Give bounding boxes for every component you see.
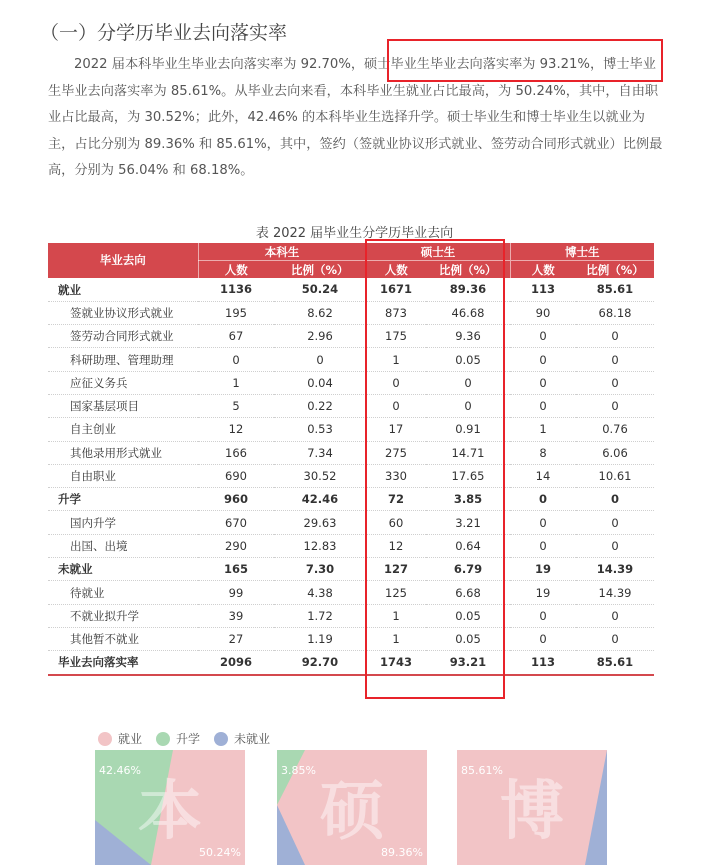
cell-count: 39 — [198, 604, 274, 627]
cell-count: 17 — [366, 418, 426, 441]
cell-count: 275 — [366, 441, 426, 464]
cell-ratio: 30.52 — [274, 464, 366, 487]
cell-count: 0 — [510, 394, 576, 417]
cell-ratio: 17.65 — [426, 464, 510, 487]
cell-ratio: 3.21 — [426, 511, 510, 534]
cell-ratio: 0.22 — [274, 394, 366, 417]
cell-ratio: 89.36 — [426, 278, 510, 301]
cell-ratio: 93.21 — [426, 651, 510, 675]
cell-ratio: 6.68 — [426, 581, 510, 604]
cell-ratio: 0 — [576, 604, 654, 627]
cell-count: 125 — [366, 581, 426, 604]
cell-count: 72 — [366, 488, 426, 511]
cell-count: 195 — [198, 301, 274, 324]
cell-count: 1136 — [198, 278, 274, 301]
cell-count: 0 — [366, 394, 426, 417]
row-label: 自主创业 — [48, 418, 198, 441]
cell-ratio: 0 — [426, 394, 510, 417]
watermark-text: 博 — [500, 775, 564, 849]
cell-ratio: 0 — [576, 348, 654, 371]
cell-ratio: 1.19 — [274, 627, 366, 650]
cell-count: 0 — [510, 511, 576, 534]
cell-count: 0 — [510, 604, 576, 627]
cell-ratio: 0.05 — [426, 604, 510, 627]
header-bachelor: 本科生 — [198, 243, 366, 261]
legend-swatch-icon — [214, 732, 228, 746]
cell-count: 1 — [366, 604, 426, 627]
table-row — [48, 558, 654, 581]
row-label: 未就业 — [48, 558, 198, 581]
cell-ratio: 0 — [576, 371, 654, 394]
cell-ratio: 0.64 — [426, 534, 510, 557]
table-row — [48, 534, 654, 557]
row-label: 升学 — [48, 488, 198, 511]
cell-count: 175 — [366, 325, 426, 348]
cell-ratio: 14.39 — [576, 581, 654, 604]
cell-ratio: 14.39 — [576, 558, 654, 581]
header-ratio: 比例（%） — [426, 261, 510, 279]
table-row — [48, 604, 654, 627]
row-label: 就业 — [48, 278, 198, 301]
cell-count: 0 — [510, 534, 576, 557]
cell-count: 12 — [198, 418, 274, 441]
data-label-further-study: 3.85% — [281, 764, 316, 777]
row-label: 其他暂不就业 — [48, 627, 198, 650]
cell-ratio: 2.96 — [274, 325, 366, 348]
cell-ratio: 9.36 — [426, 325, 510, 348]
row-label: 待就业 — [48, 581, 198, 604]
section-title: （一）分学历毕业去向落实率 — [40, 22, 288, 44]
watermark-text: 本 — [138, 775, 202, 849]
cell-count: 14 — [510, 464, 576, 487]
cell-ratio: 1.72 — [274, 604, 366, 627]
table-row — [48, 348, 654, 371]
header-master: 硕士生 — [366, 243, 510, 261]
table-row — [48, 511, 654, 534]
data-label-employed: 50.24% — [199, 846, 241, 859]
table-row — [48, 441, 654, 464]
cell-ratio: 0.76 — [576, 418, 654, 441]
cell-count: 690 — [198, 464, 274, 487]
cell-ratio: 0 — [576, 394, 654, 417]
cell-count: 27 — [198, 627, 274, 650]
header-count: 人数 — [510, 261, 576, 279]
row-label: 出国、出境 — [48, 534, 198, 557]
cell-count: 0 — [510, 627, 576, 650]
cell-ratio: 0 — [576, 488, 654, 511]
highlight-box-master-column — [365, 239, 505, 699]
cell-count: 113 — [510, 278, 576, 301]
data-label-further-study: 42.46% — [99, 764, 141, 777]
table-row — [48, 371, 654, 394]
cell-ratio: 0.91 — [426, 418, 510, 441]
row-label: 其他录用形式就业 — [48, 441, 198, 464]
table-row — [48, 394, 654, 417]
cell-count: 1 — [366, 348, 426, 371]
cell-ratio: 6.06 — [576, 441, 654, 464]
cell-ratio: 3.85 — [426, 488, 510, 511]
watermark-text: 硕 — [320, 775, 384, 849]
cell-ratio: 4.38 — [274, 581, 366, 604]
cell-count: 127 — [366, 558, 426, 581]
row-label: 自由职业 — [48, 464, 198, 487]
cell-count: 330 — [366, 464, 426, 487]
table-row — [48, 278, 654, 301]
row-label: 签就业协议形式就业 — [48, 301, 198, 324]
header-destination: 毕业去向 — [48, 243, 198, 278]
legend-swatch-icon — [98, 732, 112, 746]
cell-count: 90 — [510, 301, 576, 324]
cell-count: 12 — [366, 534, 426, 557]
table-row — [48, 325, 654, 348]
header-ratio: 比例（%） — [274, 261, 366, 279]
header-count: 人数 — [366, 261, 426, 279]
cell-ratio: 12.83 — [274, 534, 366, 557]
row-label: 签劳动合同形式就业 — [48, 325, 198, 348]
cell-ratio: 29.63 — [274, 511, 366, 534]
legend-item-employed — [98, 730, 142, 747]
cell-count: 1 — [510, 418, 576, 441]
row-label: 应征义务兵 — [48, 371, 198, 394]
legend-label: 就业 — [118, 732, 143, 746]
cell-count: 290 — [198, 534, 274, 557]
cell-ratio: 0.05 — [426, 348, 510, 371]
legend-item-unemployed — [214, 730, 270, 747]
table-body — [48, 278, 654, 675]
cell-ratio: 0.53 — [274, 418, 366, 441]
cell-count: 2096 — [198, 651, 274, 675]
cell-ratio: 50.24 — [274, 278, 366, 301]
cell-ratio: 42.46 — [274, 488, 366, 511]
cell-count: 165 — [198, 558, 274, 581]
cell-ratio: 0 — [576, 511, 654, 534]
cell-ratio: 14.71 — [426, 441, 510, 464]
pie-chart-doctor — [457, 750, 607, 865]
highlight-box-master-rate — [387, 39, 663, 82]
cell-ratio: 68.18 — [576, 301, 654, 324]
legend-label: 未就业 — [234, 732, 271, 746]
cell-ratio: 85.61 — [576, 651, 654, 675]
row-label: 国家基层项目 — [48, 394, 198, 417]
row-label: 毕业去向落实率 — [48, 651, 198, 675]
cell-ratio: 46.68 — [426, 301, 510, 324]
cell-count: 5 — [198, 394, 274, 417]
header-doctor: 博士生 — [510, 243, 654, 261]
cell-count: 1 — [198, 371, 274, 394]
table-row — [48, 651, 654, 675]
cell-count: 0 — [510, 348, 576, 371]
cell-ratio: 0.05 — [426, 627, 510, 650]
table-row — [48, 301, 654, 324]
row-label: 科研助理、管理助理 — [48, 348, 198, 371]
cell-count: 0 — [198, 348, 274, 371]
cell-ratio: 6.79 — [426, 558, 510, 581]
header-ratio: 比例（%） — [576, 261, 654, 279]
pie-chart-master — [277, 750, 427, 865]
cell-count: 166 — [198, 441, 274, 464]
cell-count: 0 — [510, 371, 576, 394]
cell-ratio: 85.61 — [576, 278, 654, 301]
table-row — [48, 488, 654, 511]
cell-count: 60 — [366, 511, 426, 534]
row-label: 国内升学 — [48, 511, 198, 534]
cell-ratio: 0 — [576, 325, 654, 348]
cell-count: 873 — [366, 301, 426, 324]
cell-ratio: 7.30 — [274, 558, 366, 581]
legend-swatch-icon — [156, 732, 170, 746]
cell-ratio: 0 — [576, 534, 654, 557]
table-caption: 表 2022 届毕业生分学历毕业去向 — [255, 226, 454, 241]
chart-legend — [98, 730, 270, 747]
cell-count: 8 — [510, 441, 576, 464]
cell-ratio: 7.34 — [274, 441, 366, 464]
cell-ratio: 8.62 — [274, 301, 366, 324]
row-label: 不就业拟升学 — [48, 604, 198, 627]
cell-count: 0 — [510, 488, 576, 511]
cell-count: 99 — [198, 581, 274, 604]
legend-item-further-study — [156, 730, 200, 747]
header-count: 人数 — [198, 261, 274, 279]
pie-chart-bachelor — [95, 750, 245, 865]
cell-ratio: 0.04 — [274, 371, 366, 394]
cell-count: 670 — [198, 511, 274, 534]
cell-count: 1743 — [366, 651, 426, 675]
cell-count: 1671 — [366, 278, 426, 301]
legend-label: 升学 — [176, 732, 201, 746]
cell-ratio: 0 — [576, 627, 654, 650]
cell-count: 1 — [366, 627, 426, 650]
cell-ratio: 92.70 — [274, 651, 366, 675]
cell-count: 0 — [366, 371, 426, 394]
cell-count: 113 — [510, 651, 576, 675]
cell-count: 0 — [510, 325, 576, 348]
table-header-row-groups — [48, 243, 654, 261]
cell-count: 960 — [198, 488, 274, 511]
cell-count: 19 — [510, 581, 576, 604]
data-label-employed: 85.61% — [461, 764, 503, 777]
table-row — [48, 627, 654, 650]
cell-ratio: 10.61 — [576, 464, 654, 487]
table-row — [48, 581, 654, 604]
table-row — [48, 464, 654, 487]
destination-table — [48, 243, 654, 676]
data-label-employed: 89.36% — [381, 846, 423, 859]
summary-text: 2022 届本科毕业生毕业去向落实率为 92.70%，硕士毕业生毕业去向落实率为 93.21%，博士毕业生毕业去向落实率为 85.61%。从毕业去向来看，本科毕业生就业占比最高，为 50.24%，其中，自由职业占比最高，为 30.52%；此外，42.46% 的本科毕业生选择升学。硕士毕业生和博士毕业生以就业为主，占比分别为 89.36% 和 85.61%，其中，签约（签就业协议形式就业、签劳动合同形式就业）比例最高，分别为 56.04% 和 68.18%。 — [48, 57, 663, 178]
cell-ratio: 0 — [426, 371, 510, 394]
cell-ratio: 0 — [274, 348, 366, 371]
cell-count: 67 — [198, 325, 274, 348]
table-row — [48, 418, 654, 441]
cell-count: 19 — [510, 558, 576, 581]
